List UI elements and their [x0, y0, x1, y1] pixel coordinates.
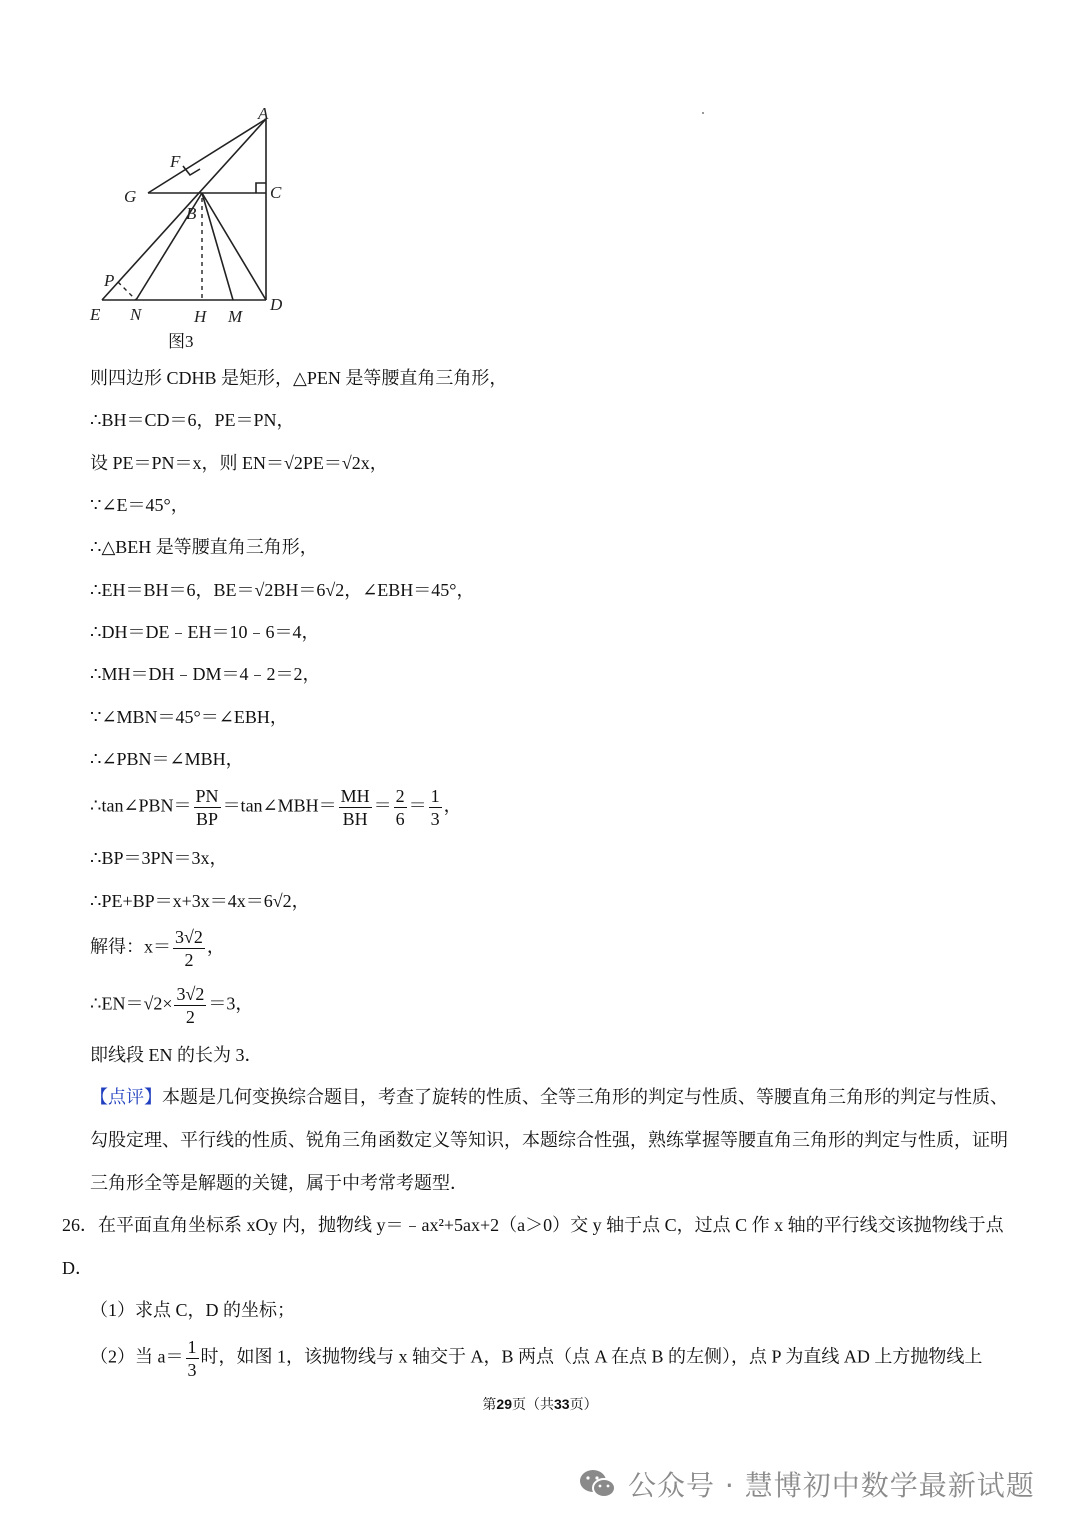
point-label-n: N — [130, 305, 142, 324]
fraction-denominator: 2 — [184, 950, 194, 970]
watermark-text: 公众号 · 慧博初中数学最新试题 — [628, 1469, 1035, 1502]
fraction-denominator: 3 — [187, 1360, 197, 1380]
solution-line-8: ∴MH＝DH﹣DM＝4﹣2＝2， — [90, 664, 321, 684]
solution-line-9: ∵∠MBN＝45°＝∠EBH， — [90, 707, 288, 727]
fraction-numerator: PN — [195, 786, 219, 806]
solution-line-4: ∵∠E＝45°， — [90, 495, 189, 515]
remark-text: 本题是几何变换综合题目，考查了旋转的性质、全等三角形的判定与性质、等腰直角三角形的判定与性质、勾股定理、平行线的性质、锐角三角函数定义等知识，本题综合性强，熟练掌握等腰直角三角形的判定与性质，证明三角形全等是解题的关键，属于中考常考题型． — [90, 1087, 1008, 1193]
right-angle-f — [183, 166, 200, 175]
fraction-denominator: 6 — [395, 809, 405, 829]
fraction-mh-bh — [339, 785, 372, 830]
page-footer — [0, 1394, 1080, 1414]
right-angle-c — [256, 183, 266, 193]
point-label-d: D — [270, 295, 283, 314]
comma: ， — [443, 795, 462, 816]
fraction-numerator: 1 — [430, 786, 440, 806]
remark-paragraph — [90, 1076, 1020, 1205]
fraction-1-3 — [429, 785, 442, 830]
solution-line-14 — [90, 926, 225, 971]
tan-text-2: ＝tan∠MBH＝ — [222, 795, 337, 816]
dashed-pn — [118, 282, 136, 300]
segment-ag — [148, 119, 266, 193]
equals-sign: ＝ — [408, 795, 427, 816]
solution-line-3: 设 PE＝PN＝x，则 EN＝√2PE＝√2x， — [90, 453, 388, 473]
point-label-m: M — [228, 307, 243, 326]
fraction-numerator: 3√2 — [175, 927, 203, 947]
question-26-part-2 — [90, 1336, 982, 1381]
figure-drawing — [80, 95, 300, 360]
equals-sign: ＝ — [373, 795, 392, 816]
solution-line-2: ∴BH＝CD＝6，PE＝PN， — [90, 410, 295, 430]
point-label-g: G — [124, 187, 137, 206]
part2-text-b: 时，如图 1，该抛物线与 x 轴交于 A，B 两点（点 A 在点 B 的左侧），点 P 为直线 AD 上方抛物线上 — [200, 1346, 983, 1367]
solution-line-15 — [90, 983, 253, 1028]
solution-line-11 — [90, 785, 462, 830]
remark-tag: 【点评】 — [90, 1087, 162, 1107]
fraction-denominator: 2 — [185, 1007, 195, 1027]
fraction-denominator: BH — [342, 809, 368, 829]
fraction-numerator: 3√2 — [176, 984, 205, 1004]
figure-caption: 图3 — [168, 332, 194, 351]
part2-text-a: （2）当 a＝ — [90, 1346, 184, 1367]
fraction-numerator: MH — [340, 786, 370, 806]
point-label-b: B — [186, 204, 197, 223]
fraction-pn-bp — [194, 785, 221, 830]
point-label-c: C — [270, 183, 282, 202]
segment-bm — [202, 193, 233, 300]
footer-prefix: 第 — [482, 1398, 497, 1413]
segment-ae — [102, 119, 266, 300]
point-label-a: A — [258, 104, 269, 123]
footer-total-pages: 33 — [554, 1396, 570, 1412]
solution-line-7: ∴DH＝DE﹣EH＝10﹣6＝4， — [90, 622, 320, 642]
tan-text-1: ∴tan∠PBN＝ — [90, 795, 192, 816]
watermark — [578, 1462, 1035, 1506]
footer-suffix: 页） — [569, 1398, 598, 1413]
segment-bd — [202, 193, 266, 300]
point-label-f: F — [170, 152, 181, 171]
solve-text: 解得：x＝ — [90, 936, 171, 957]
solution-line-10: ∴∠PBN＝∠MBH， — [90, 749, 244, 769]
point-label-e: E — [90, 305, 101, 324]
solution-line-5: ∴△BEH 是等腰直角三角形， — [90, 537, 318, 557]
comma: ， — [206, 936, 225, 957]
footer-mid: 页（共 — [512, 1398, 554, 1413]
wechat-icon — [578, 1468, 618, 1500]
solution-line-6: ∴EH＝BH＝6，BE＝√2BH＝6√2，∠EBH＝45°， — [90, 580, 475, 600]
solution-line-12: ∴BP＝3PN＝3x， — [90, 848, 228, 868]
fraction-3root2-2 — [174, 983, 206, 1028]
result-text: ＝3， — [208, 993, 254, 1014]
question-26-part-1: （1）求点 C，D 的坐标； — [90, 1300, 296, 1320]
fraction-denominator: 3 — [430, 809, 440, 829]
en-text: ∴EN＝√2× — [90, 993, 173, 1014]
solution-line-13: ∴PE+BP＝x+3x＝4x＝6√2， — [90, 891, 310, 911]
point-label-p: P — [104, 271, 115, 290]
fraction-1-3 — [186, 1336, 199, 1381]
solution-line-16: 即线段 EN 的长为 3． — [90, 1045, 263, 1065]
footer-page-number: 29 — [496, 1396, 512, 1412]
fraction-numerator: 2 — [395, 786, 405, 806]
question-26-stem: 26．在平面直角坐标系 xOy 内，抛物线 y＝﹣ax²+5ax+2（a＞0）交 y 轴于点 C，过点 C 作 x 轴的平行线交该抛物线于点 D． — [62, 1215, 1004, 1278]
stray-dot — [702, 112, 704, 114]
fraction-2-6 — [394, 785, 407, 830]
fraction-denominator: BP — [196, 809, 219, 829]
fraction-3root2-2 — [173, 926, 205, 971]
point-label-h: H — [194, 307, 207, 326]
solution-line-1: 则四边形 CDHB 是矩形，△PEN 是等腰直角三角形， — [90, 368, 508, 388]
geometry-figure — [80, 95, 300, 360]
fraction-numerator: 1 — [187, 1337, 197, 1357]
